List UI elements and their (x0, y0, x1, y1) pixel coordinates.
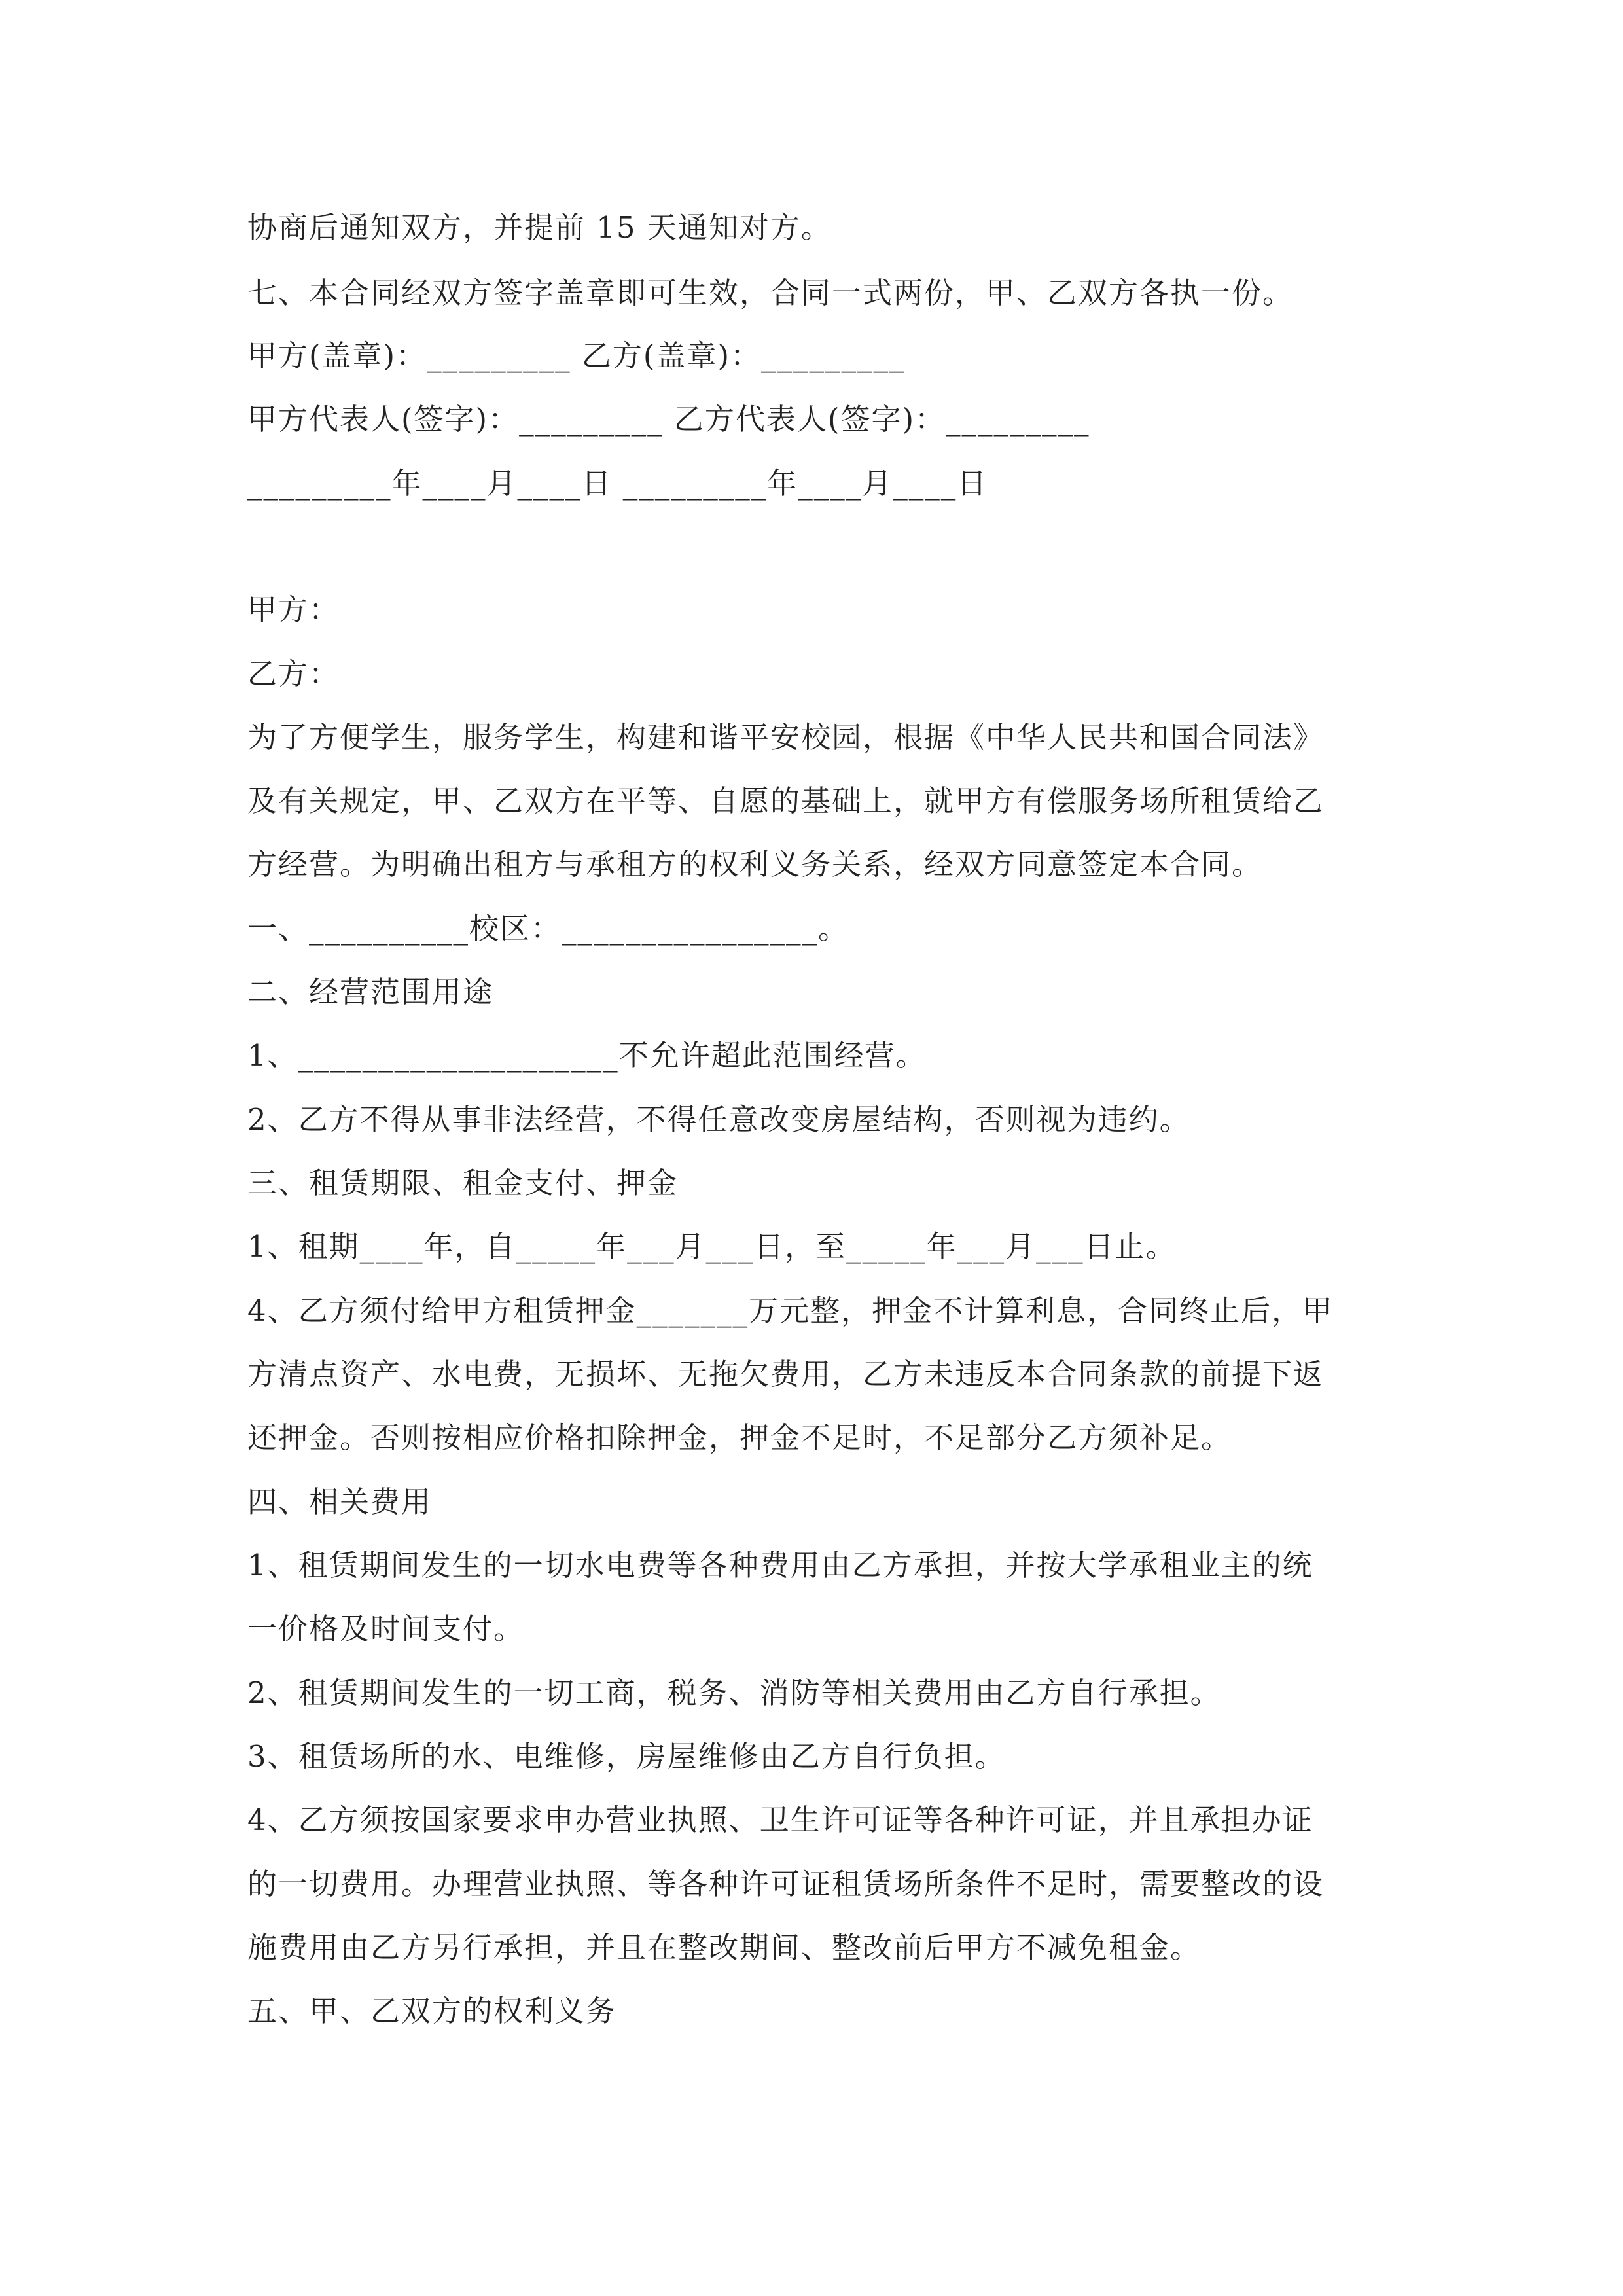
text-line: 施费用由乙方另行承担，并且在整改期间、整改前后甲方不减免租金。 (247, 1930, 1202, 1965)
text-line: 方经营。为明确出租方与承租方的权利义务关系，经双方同意签定本合同。 (247, 847, 1263, 882)
text-line: 协商后通知双方，并提前 15 天通知对方。 (247, 210, 832, 245)
section-heading: 二、经营范围用途 (247, 975, 494, 1009)
text-line: 七、本合同经双方签字盖章即可生效，合同一式两份，甲、乙双方各执一份。 (247, 276, 1294, 310)
text-line: 一、__________校区：________________。 (247, 911, 849, 946)
text-line: 及有关规定，甲、乙双方在平等、自愿的基础上，就甲方有偿服务场所租赁给乙 (247, 783, 1325, 818)
party-b-label: 乙方： (247, 656, 340, 691)
section-heading: 四、相关费用 (247, 1484, 433, 1519)
text-line: 3、租赁场所的水、电维修，房屋维修由乙方自行负担。 (247, 1739, 1006, 1774)
text-line: 一价格及时间支付。 (247, 1611, 525, 1646)
text-line: 还押金。否则按相应价格扣除押金，押金不足时，不足部分乙方须补足。 (247, 1420, 1232, 1455)
signature-line-seal: 甲方(盖章)：_________ 乙方(盖章)：_________ (247, 338, 906, 373)
text-line: 2、租赁期间发生的一切工商，税务、消防等相关费用由乙方自行承担。 (247, 1676, 1221, 1710)
party-a-label: 甲方： (247, 592, 340, 627)
text-line: 1、租赁期间发生的一切水电费等各种费用由乙方承担，并按大学承租业主的统 (247, 1548, 1313, 1583)
text-line: 4、乙方须付给甲方租赁押金_______万元整，押金不计算利息，合同终止后，甲 (247, 1293, 1334, 1328)
text-line: 的一切费用。办理营业执照、等各种许可证租赁场所条件不足时，需要整改的设 (247, 1867, 1325, 1901)
text-line: 为了方便学生，服务学生，构建和谐平安校园，根据《中华人民共和国合同法》 (247, 720, 1325, 755)
text-line: 4、乙方须按国家要求申办营业执照、卫生许可证等各种许可证，并且承担办证 (247, 1803, 1313, 1837)
text-line: 2、乙方不得从事非法经营，不得任意改变房屋结构，否则视为违约。 (247, 1102, 1190, 1137)
text-line: 1、租期____年，自_____年___月___日，至_____年___月___日止。 (247, 1229, 1177, 1264)
text-line: 1、____________________不允许超此范围经营。 (247, 1038, 927, 1073)
signature-line-date: _________年____月____日 _________年____月____日 (247, 466, 988, 501)
text-line: 方清点资产、水电费，无损坏、无拖欠费用，乙方未违反本合同条款的前提下返 (247, 1357, 1325, 1391)
section-heading: 三、租赁期限、租金支付、押金 (247, 1166, 679, 1200)
section-heading: 五、甲、乙双方的权利义务 (247, 1994, 617, 2028)
signature-line-representative: 甲方代表人(签字)：_________ 乙方代表人(签字)：_________ (247, 402, 1090, 437)
